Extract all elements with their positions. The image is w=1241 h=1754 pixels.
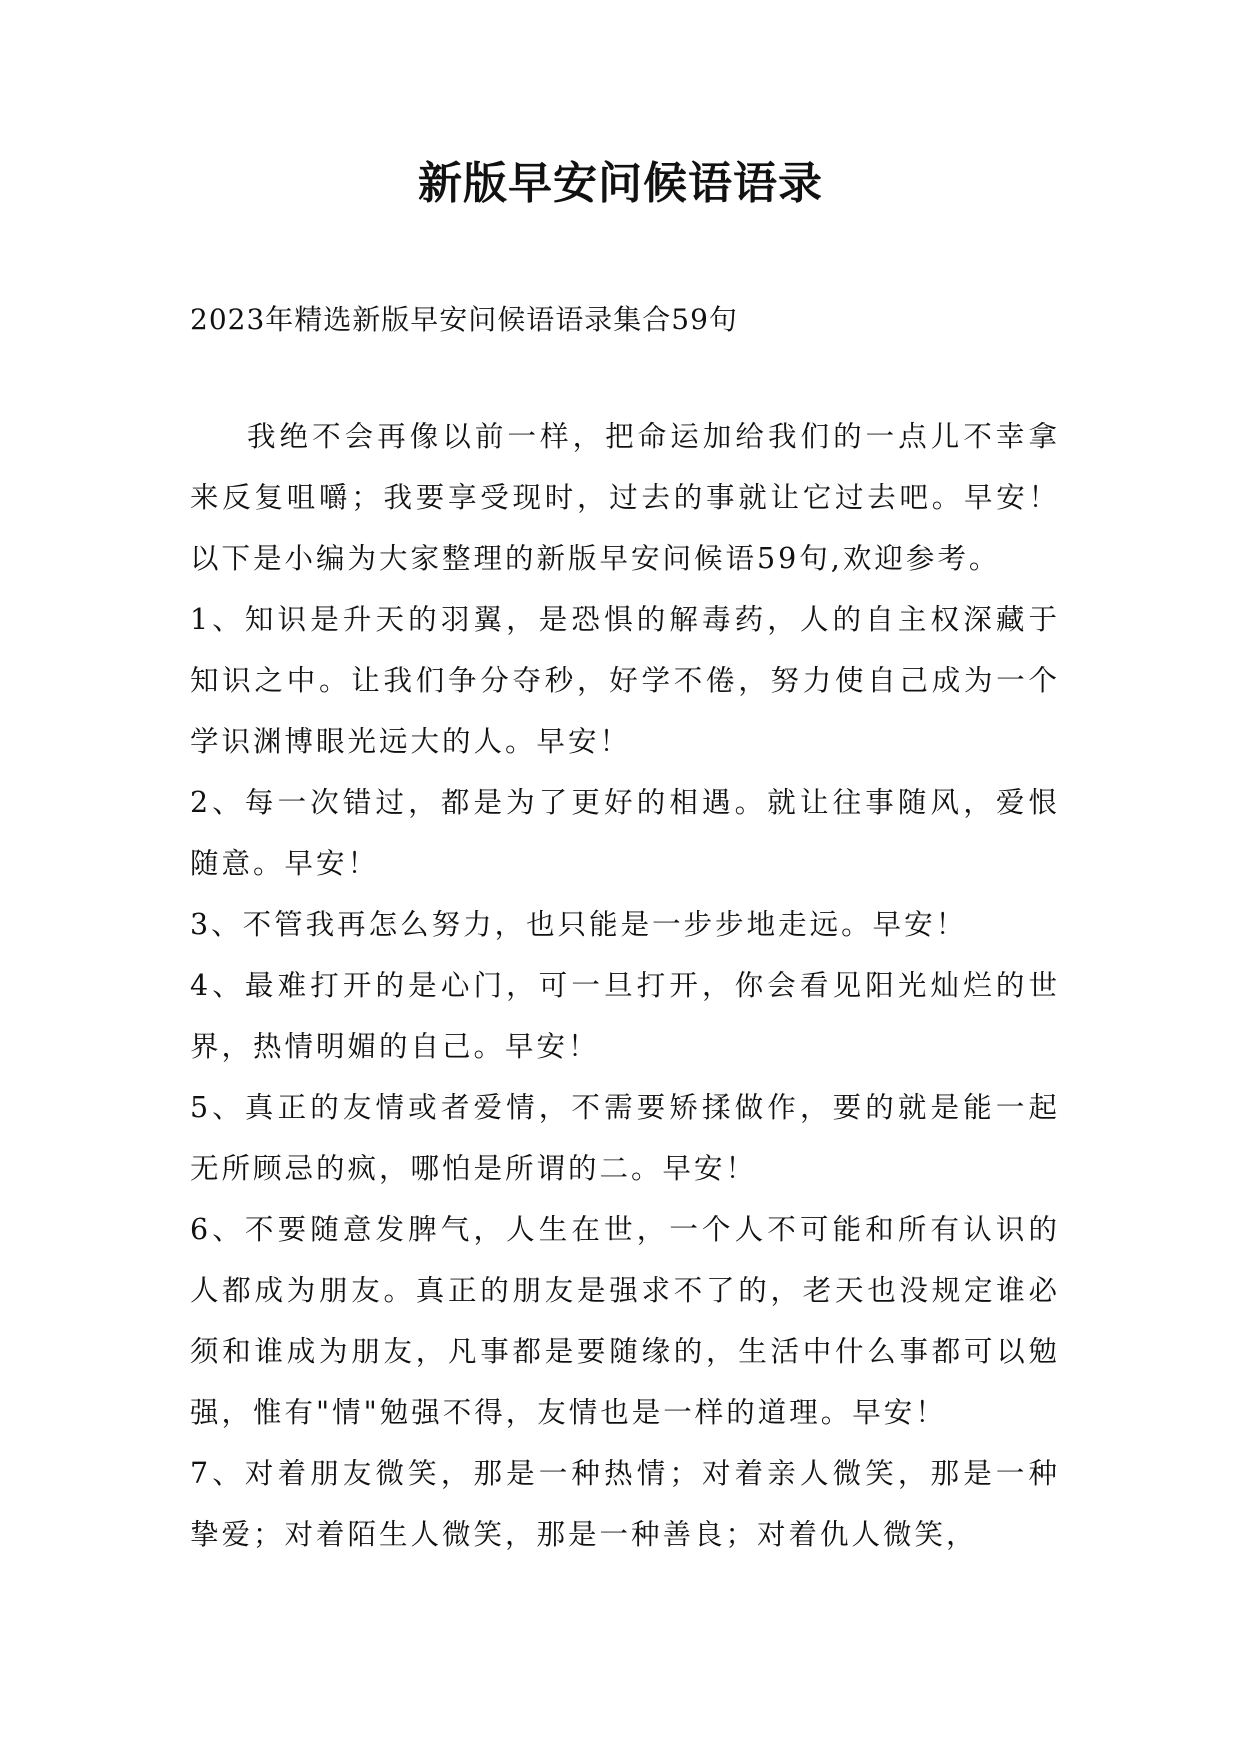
document-subtitle: 2023年精选新版早安问候语语录集合59句: [190, 303, 738, 336]
list-item-6: 6、不要随意发脾气，人生在世，一个人不可能和所有认识的人都成为朋友。真正的朋友是强求不了的，老天也没规定谁必须和谁成为朋友，凡事都是要随缘的，生活中什么事都可以勉强，惟有"情"勉强不得，友情也是一样的道理。早安！: [190, 1213, 1060, 1429]
list-item-4: 4、最难打开的是心门，可一旦打开，你会看见阳光灿烂的世界，热情明媚的自己。早安！: [190, 969, 1060, 1063]
document-body: [190, 406, 1060, 1565]
list-item-7: 7、对着朋友微笑，那是一种热情；对着亲人微笑，那是一种挚爱；对着陌生人微笑，那是一种善良；对着仇人微笑，: [190, 1457, 1060, 1551]
intro-paragraph: 我绝不会再像以前一样，把命运加给我们的一点儿不幸拿来反复咀嚼；我要享受现时，过去的事就让它过去吧。早安！以下是小编为大家整理的新版早安问候语59句,欢迎参考。: [190, 420, 1060, 575]
list-item-1: 1、知识是升天的羽翼，是恐惧的解毒药，人的自主权深藏于知识之中。让我们争分夺秒，好学不倦，努力使自己成为一个学识渊博眼光远大的人。早安！: [190, 603, 1060, 758]
list-item-5: 5、真正的友情或者爱情，不需要矫揉做作，要的就是能一起无所顾忌的疯，哪怕是所谓的二。早安！: [190, 1091, 1060, 1185]
list-item-2: 2、每一次错过，都是为了更好的相遇。就让往事随风，爱恨随意。早安！: [190, 786, 1060, 880]
list-item-3: 3、不管我再怎么努力，也只能是一步步地走远。早安！: [190, 908, 968, 941]
document-title: 新版早安问候语语录: [418, 158, 823, 209]
